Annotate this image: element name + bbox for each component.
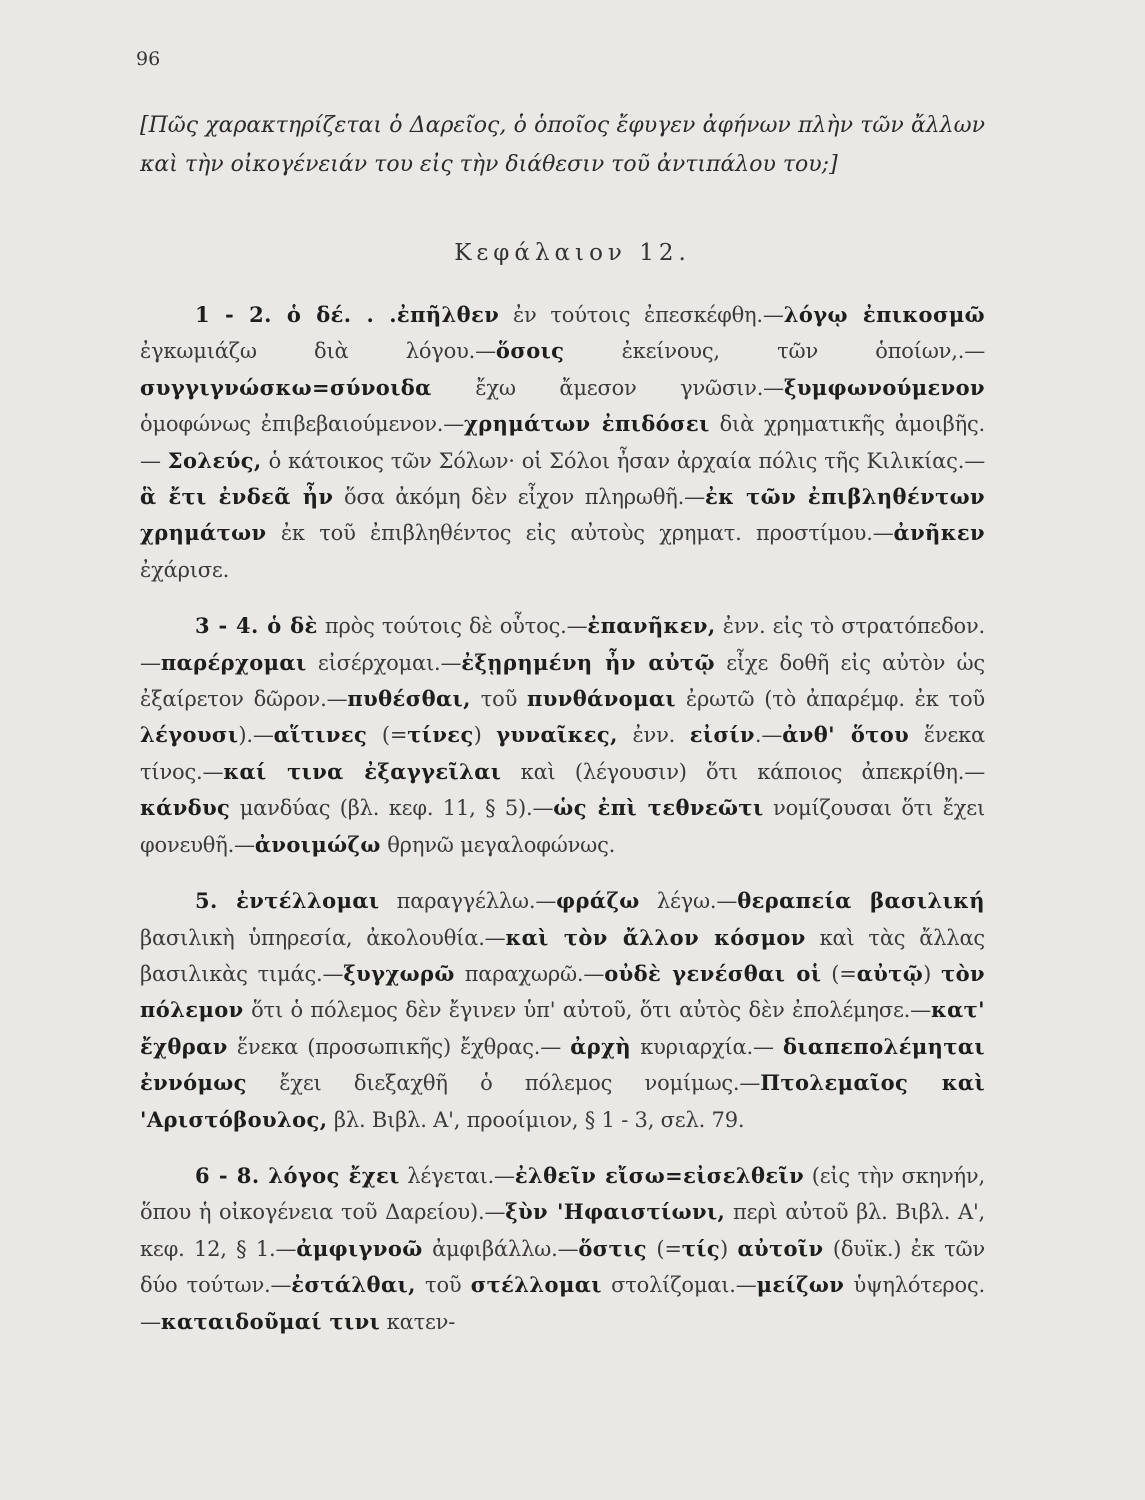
lemma: ἀρχὴ [570, 1033, 632, 1059]
gloss: λέγεται.— [399, 1163, 515, 1188]
gloss: ).— [238, 723, 274, 748]
lemma: ἀνῆκεν [893, 520, 985, 546]
gloss: (εἰς τὴν σκηνήν, ὅπου ἡ οἰκογένεια τοῦ Δαρείου).— [140, 1163, 985, 1225]
page-number: 96 [136, 48, 161, 70]
lemma: τίς [681, 1235, 721, 1261]
lemma: ὅσοις [495, 338, 565, 364]
lemma: διαπεπολέμηται ἐννόμως [140, 1033, 985, 1096]
gloss: μανδύας (βλ. κεφ. 11, § 5).— [230, 796, 554, 821]
commentary-section [140, 1158, 985, 1340]
chapter-heading: Κεφάλαιον 12. [454, 240, 691, 266]
gloss: καὶ τὰς ἄλλας βασιλικὰς τιμάς.— [140, 925, 985, 986]
review-question: [Πῶς χαρακτηρίζεται ὁ Δαρεῖος, ὁ ὁποῖος ἔφυγεν ἀφήνων πλὴν τῶν ἄλλων καὶ τὴν οἰκογένειάν του εἰς τὴν διάθεσιν τοῦ ἀντιπάλου του;] [140, 113, 985, 177]
gloss: (= [821, 961, 857, 986]
gloss: ὁμοφώνως ἐπιβεβαιούμενον.— [140, 412, 465, 437]
gloss: ) [473, 723, 497, 748]
gloss: ἀμφιβάλλω.— [422, 1236, 579, 1261]
lemma: ἐπανῆκεν, [587, 613, 716, 639]
lemma: εἰσίν [689, 722, 755, 748]
gloss: καὶ (λέγουσιν) ὅτι κάποιος ἀπεκρίθη.— [501, 759, 985, 784]
lemma: ἃ ἔτι ἐνδεᾶ ἦν [140, 484, 334, 510]
gloss: ) [923, 961, 942, 986]
gloss: διὰ χρηματικῆς ἀμοιβῆς.— [140, 412, 986, 473]
gloss: ὅτι ὁ πόλεμος δὲν ἔγινεν ὑπ' αὐτοῦ, ὅτι αὐτὸς δὲν ἐπολέμησε.— [243, 998, 931, 1023]
lemma: χρημάτων ἐπιδόσει [464, 411, 710, 437]
gloss: ἐρωτῶ (τὸ ἀπαρέμφ. ἐκ τοῦ [675, 687, 985, 712]
lemma: στέλλομαι [470, 1272, 602, 1298]
lemma: κατ' ἔχθραν [140, 997, 985, 1059]
lemma: ἐξῃρημένη ἦν αὐτῷ [461, 649, 715, 675]
lemma: αἵτινες [273, 722, 368, 748]
lemma: παρέρχομαι [160, 649, 307, 675]
commentary-body [140, 297, 985, 1360]
gloss: ἔχω ἄμεσον γνῶσιν.— [431, 375, 784, 400]
lemma: τὸν πόλεμον [140, 960, 985, 1023]
lemma: ξυγχωρῶ [343, 960, 455, 986]
gloss: νομίζουσαι ὅτι ἔχει φονευθῆ.— [140, 796, 985, 857]
gloss: ἐγκωμιάζω διὰ λόγου.— [140, 339, 496, 364]
gloss: εἶχε δοθῆ εἰς αὐτὸν ὡς ἐξαίρετον δῶρον.— [140, 650, 985, 712]
gloss: ἐνν. [617, 723, 690, 748]
lemma: θεραπεία βασιλική [737, 888, 985, 914]
lemma: ἐστάλθαι, [291, 1272, 416, 1298]
gloss: παραγγέλλω.— [379, 889, 557, 914]
lemma: καταιδοῦμαί τινι [160, 1308, 381, 1334]
lemma: ὡς ἐπὶ τεθνεῶτι [553, 795, 764, 821]
gloss: ἐν τούτοις ἐπεσκέφθη.— [499, 303, 784, 327]
commentary-section [140, 297, 985, 588]
lemma: ξὺν 'Ηφαιστίωνι, [505, 1199, 726, 1225]
gloss: ) [720, 1236, 738, 1261]
lemma: αὐτοῖν [737, 1235, 824, 1261]
lemma: κάνδυς [140, 795, 231, 821]
gloss: .— [754, 723, 783, 748]
gloss: ὁ κάτοικος τῶν Σόλων· οἱ Σόλοι ἦσαν ἀρχαία πόλις τῆς Κιλικίας.— [261, 448, 985, 473]
lemma: λόγῳ ἐπικοσμῶ [783, 302, 985, 327]
gloss: θρηνῶ μεγαλοφώνως. [380, 832, 616, 857]
lemma: τίνες [407, 722, 474, 748]
lemma: 1 - 2. ὁ δέ. . .ἐπῆλθεν [195, 302, 500, 327]
gloss: (= [646, 1236, 682, 1261]
lemma: αὐτῷ [856, 960, 924, 986]
lemma: ἐλθεῖν εἴσω=εἰσελθεῖν [514, 1162, 805, 1188]
lemma: οὐδὲ γενέσθαι οἱ [604, 960, 822, 986]
gloss: βλ. Βιβλ. Α', προοίμιον, § 1 - 3, σελ. 79. [327, 1107, 745, 1132]
gloss: κατεν- [380, 1309, 456, 1334]
lemma: πυνθάνομαι [527, 686, 676, 712]
lemma: 6 - 8. λόγος ἔχει [195, 1162, 400, 1188]
lemma: 5. ἐντέλλομαι [195, 888, 380, 914]
gloss: (= [367, 723, 408, 748]
lemma: ἀνθ' ὅτου [782, 722, 910, 748]
lemma: ὅστις [578, 1235, 647, 1261]
lemma: 3 - 4. ὁ δὲ [195, 613, 318, 639]
lemma: ἐκ τῶν ἐπιβληθέντων χρημάτων [140, 484, 985, 546]
gloss: τοῦ [470, 687, 528, 712]
gloss: περὶ αὐτοῦ βλ. Βιβλ. Α', κεφ. 12, § 1.— [140, 1200, 985, 1261]
lemma: ἀμφιγνοῶ [296, 1235, 423, 1261]
gloss: (δυϊκ.) ἐκ τῶν δύο τούτων.— [140, 1236, 986, 1298]
lemma: λέγουσι [140, 722, 239, 748]
gloss: ἐκ τοῦ ἐπιβληθέντος εἰς αὐτοὺς χρηματ. προστίμου.— [266, 521, 894, 546]
gloss: τοῦ [415, 1273, 471, 1298]
gloss: ὑψηλότερος.— [140, 1273, 985, 1334]
lemma: πυθέσθαι, [347, 686, 471, 712]
commentary-section [140, 883, 985, 1138]
lemma: Σολεύς, [167, 447, 262, 473]
gloss: ἔχει διεξαχθῆ ὁ πόλεμος νομίμως.— [246, 1071, 761, 1096]
gloss: λέγω.— [639, 889, 738, 914]
gloss: πρὸς τούτοις δὲ οὗτος.— [317, 614, 588, 639]
gloss: ὅσα ἀκόμη δὲν εἶχον πληρωθῆ.— [333, 485, 705, 510]
lemma: καί τινα ἐξαγγεῖλαι [223, 758, 502, 784]
lemma: ξυμφωνούμενον [783, 374, 985, 400]
gloss: ἐχάρισε. [140, 557, 230, 582]
lemma: μείζων [756, 1272, 845, 1298]
gloss: εἰσέρχομαι.— [306, 650, 462, 675]
gloss: στολίζομαι.— [601, 1273, 757, 1298]
gloss: βασιλικὴ ὑπηρεσία, ἀκολουθία.— [140, 925, 506, 950]
commentary-section [140, 608, 985, 863]
lemma: φράζω [556, 888, 640, 914]
gloss: ἐκείνους, τῶν ὁποίων,.— [564, 339, 986, 364]
gloss: παραχωρῶ.— [454, 961, 605, 986]
lemma: γυναῖκες, [496, 722, 618, 748]
lemma: ἀνοιμώζω [254, 831, 381, 857]
lemma: συγγιγνώσκω=σύνοιδα [140, 374, 432, 400]
gloss: ἕνεκα (προσωπικῆς) ἔχθρας.— [227, 1034, 571, 1059]
lemma: Πτολεμαῖος καὶ 'Αριστόβουλος, [140, 1070, 986, 1132]
gloss: κυριαρχία.— [631, 1034, 783, 1059]
lemma: καὶ τὸν ἄλλον κόσμον [505, 924, 806, 950]
gloss: ἕνεκα τίνος.— [140, 723, 985, 784]
gloss: ἐνν. εἰς τὸ στρατόπεδον.— [140, 614, 985, 675]
